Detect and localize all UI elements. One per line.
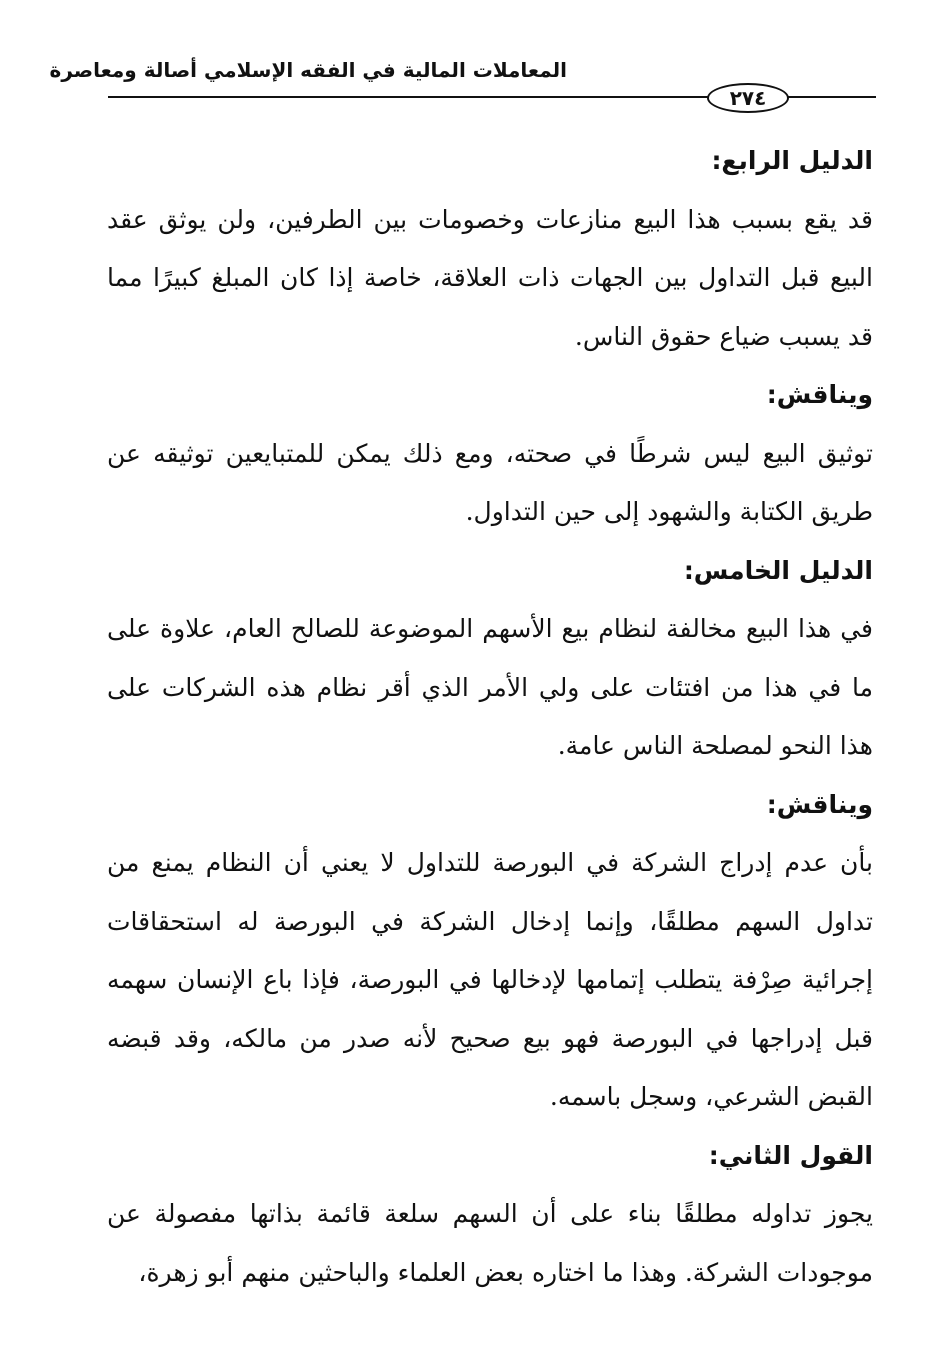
- paragraph-second-opinion: يجوز تداوله مطلقًا بناء على أن السهم سلعة قائمة بذاتها مفصولة عن موجودات الشركة. وهذا ما اختاره بعض العلماء والباحثين منهم أبو زهرة،: [107, 1199, 873, 1287]
- paragraph-fourth-evidence: قد يقع بسبب هذا البيع منازعات وخصومات بين الطرفين، ولن يوثق عقد البيع قبل التداول بين الجهات ذات العلاقة، خاصة إذا كان المبلغ كبيرًا مما قد يسبب ضياع حقوق الناس.: [107, 204, 873, 351]
- section-heading-rebuttal-1: ويناقش:: [766, 380, 873, 409]
- running-head-title: المعاملات المالية في الفقه الإسلامي أصالة ومعاصرة: [49, 58, 567, 82]
- section-heading-fifth-evidence: الدليل الخامس:: [683, 555, 873, 585]
- page-body: [107, 132, 873, 1302]
- section-heading-fourth-evidence: الدليل الرابع:: [711, 146, 873, 175]
- section-heading-second-opinion: القول الثاني:: [708, 1140, 873, 1170]
- paragraph-fifth-evidence: في هذا البيع مخالفة لنظام بيع الأسهم الموضوعة للصالح العام، علاوة على ما في هذا من افتئات على ولي الأمر الذي أقر نظام هذه الشركات على هذا النحو لمصلحة الناس عامة.: [107, 614, 874, 760]
- paragraph-rebuttal-2: بأن عدم إدراج الشركة في البورصة للتداول لا يعني أن النظام يمنع من تداول السهم مطلقًا، وإنما إدخال الشركة في البورصة له استحقاقات إجرائية صِرْفة يتطلب إتمامها لإدخالها في البورصة، فإذا باع الإنسان سهمه قبل إدراجها في البورصة فهو بيع صحيح لأنه صدر من مالكه، وقد قبضه القبض الشرعي، وسجل باسمه.: [107, 848, 873, 1111]
- paragraph-rebuttal-1: توثيق البيع ليس شرطًا في صحته، ومع ذلك يمكن للمتبايعين توثيقه عن طريق الكتابة والشهود إلى حين التداول.: [107, 438, 873, 526]
- section-heading-rebuttal-2: ويناقش:: [766, 789, 873, 819]
- page-number-badge: ٢٧٤: [707, 83, 789, 113]
